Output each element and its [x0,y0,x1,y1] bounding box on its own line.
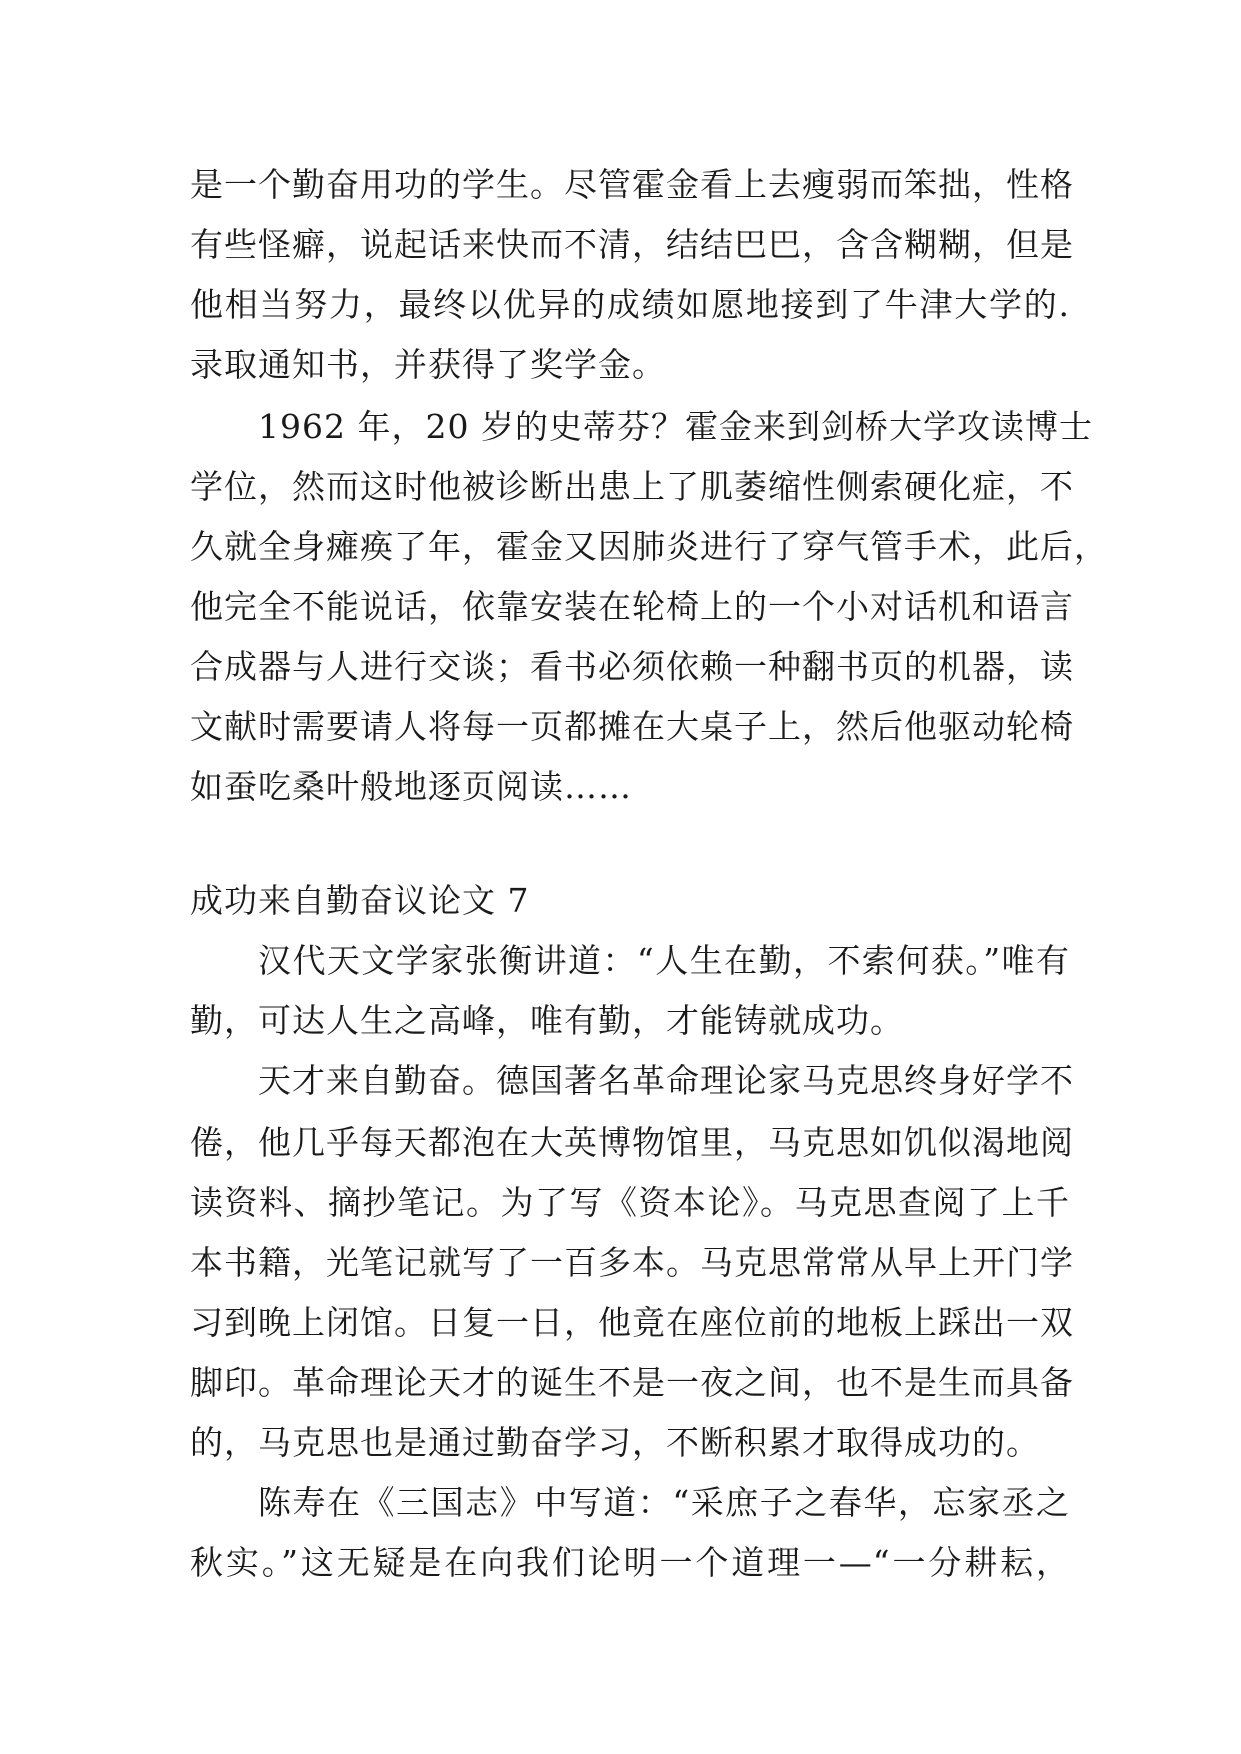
text-line: 脚印。革命理论天才的诞生不是一夜之间，也不是生而具备 [190,1363,1074,1402]
text-line: 习到晚上闭馆。日复一日，他竟在座位前的地板上踩出一双 [190,1303,1074,1342]
text-line: 的，马克思也是通过勤奋学习，不断积累才取得成功的。 [190,1423,1040,1462]
text-line: 录取通知书，并获得了奖学金。 [190,345,666,384]
section-heading: 成功来自勤奋议论文 7 [190,881,530,920]
text-line: 读资料、摘抄笔记。为了写《资本论》。马克思查阅了上千 [190,1183,1070,1222]
text-line: 本书籍，光笔记就写了一百多本。马克思常常从早上开门学 [190,1243,1074,1282]
text-line: 如蚕吃桑叶般地逐页阅读…… [190,767,632,806]
text-line: 有些怪癖，说起话来快而不清，结结巴巴，含含糊糊，但是 [190,225,1074,264]
text-line: 他完全不能说话，依靠安装在轮椅上的一个小对话机和语言 [190,587,1074,626]
text-line: 合成器与人进行交谈；看书必须依赖一种翻书页的机器，读 [190,647,1074,686]
text-line: 秋实。”这无疑是在向我们论明一个道理一—“一分耕耘， [190,1543,1070,1582]
text-line: 久就全身瘫痪了年，霍金又因肺炎进行了穿气管手术，此后， [190,527,1108,566]
text-line: 他相当努力，最终以优异的成绩如愿地接到了牛津大学的. [190,285,1070,324]
text-line: 文献时需要请人将每一页都摊在大桌子上，然后他驱动轮椅 [190,707,1074,746]
text-line: 陈寿在《三国志》中写道：“采庶子之春华，忘家丞之 [258,1483,1070,1522]
text-line: 1962 年，20 岁的史蒂芬？霍金来到剑桥大学攻读博士 [258,407,1093,446]
text-line: 汉代天文学家张衡讲道：“人生在勤，不索何获。”唯有 [258,941,1070,980]
text-line: 倦，他几乎每天都泡在大英博物馆里，马克思如饥似渴地阅 [190,1123,1074,1162]
text-line: 是一个勤奋用功的学生。尽管霍金看上去瘦弱而笨拙，性格 [190,165,1074,204]
text-line: 学位，然而这时他被诊断出患上了肌萎缩性侧索硬化症，不 [190,467,1074,506]
text-line: 勤，可达人生之高峰，唯有勤，才能铸就成功。 [190,1001,904,1040]
text-line: 天才来自勤奋。德国著名革命理论家马克思终身好学不 [258,1061,1074,1100]
